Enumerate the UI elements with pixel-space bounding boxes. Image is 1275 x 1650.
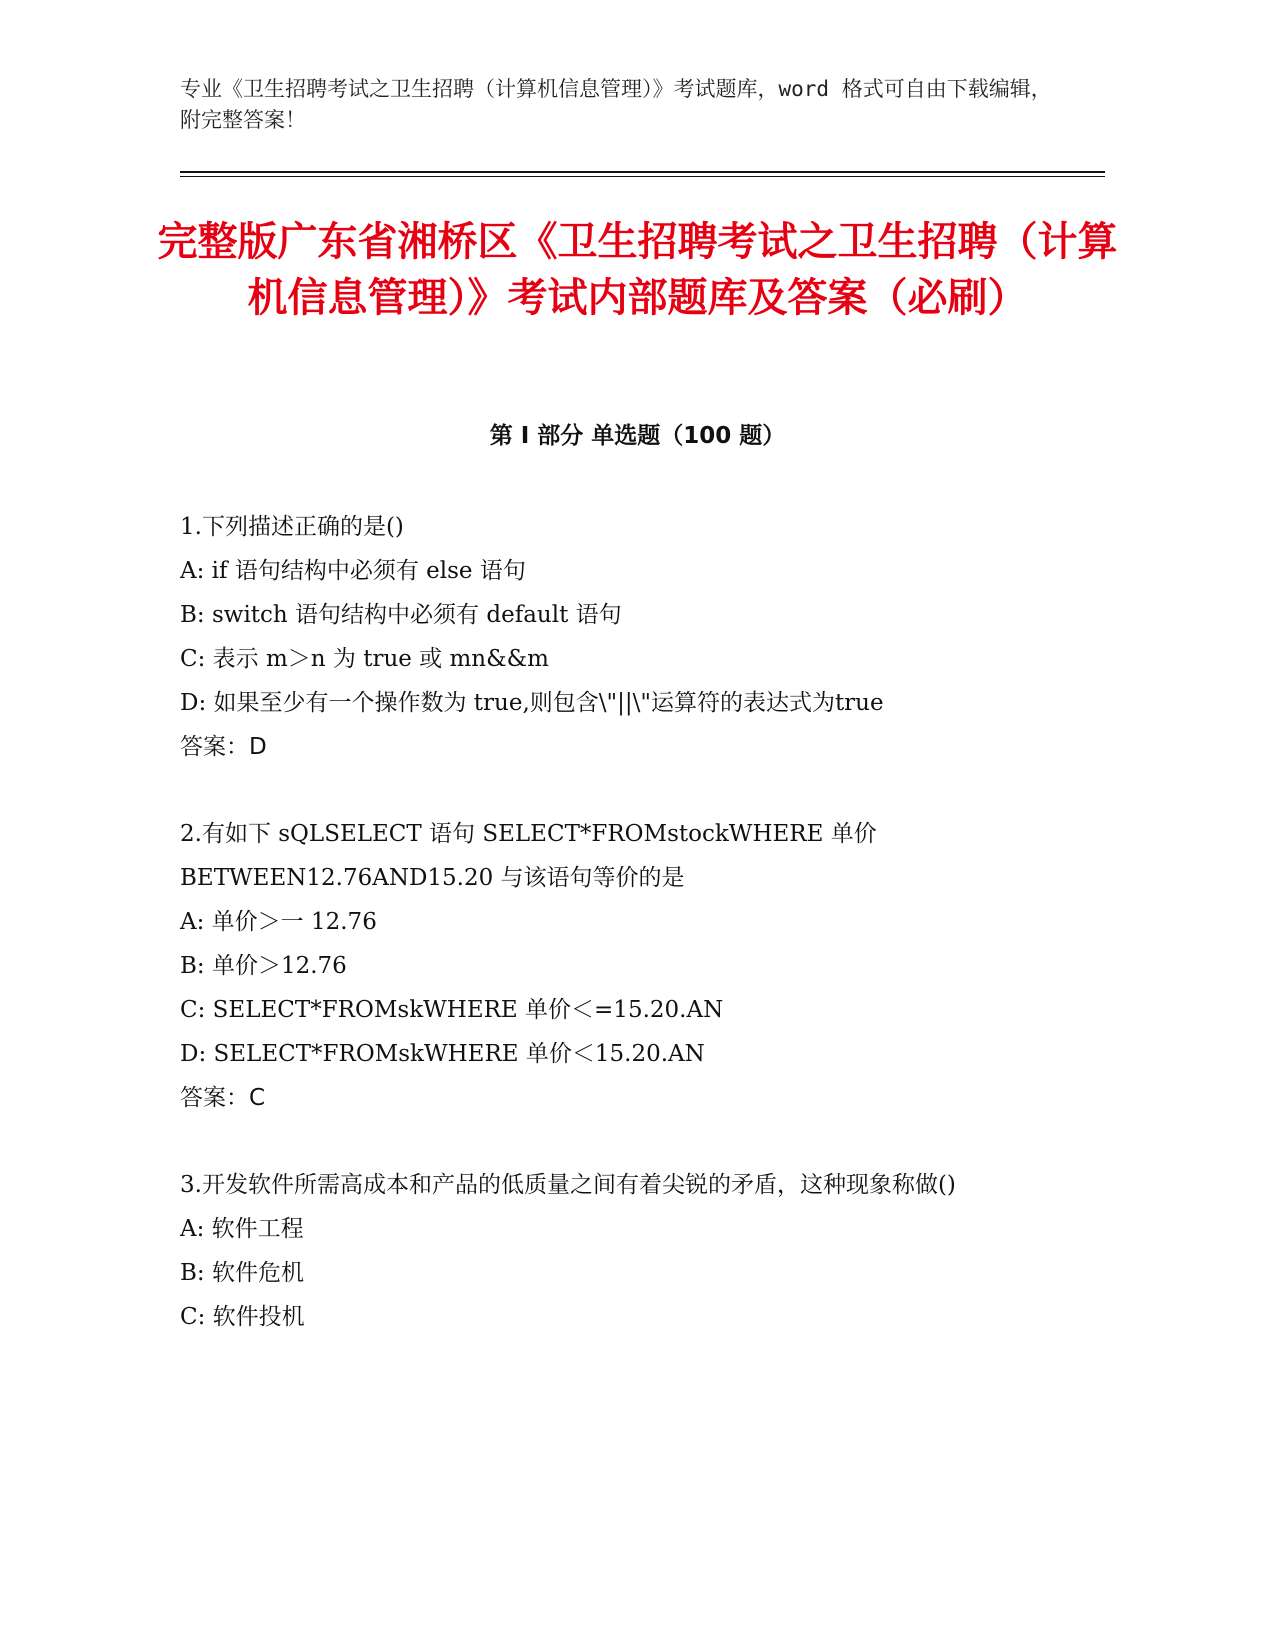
question-3	[180, 1163, 1020, 1339]
question-2	[180, 812, 1020, 1120]
question-stem: 1.下列描述正确的是()	[180, 514, 404, 540]
document-title: 完整版广东省湘桥区《卫生招聘考试之卫生招聘（计算机信息管理）》考试内部题库及答案（必刷）	[157, 219, 1118, 321]
question-1	[180, 505, 1020, 769]
section-heading: 第 I 部分 单选题（100 题）	[489, 423, 786, 449]
answer-label: 答案：C	[180, 1085, 266, 1111]
option-a: A: if 语句结构中必须有 else 语句	[180, 558, 526, 584]
option-c: C: SELECT*FROMskWHERE 单价＜=15.20.AN	[180, 997, 724, 1023]
question-stem: 2.有如下 sQLSELECT 语句 SELECT*FROMstockWHERE 单价BETWEEN12.76AND15.20 与该语句等价的是	[180, 821, 877, 891]
question-list	[180, 505, 1020, 1382]
option-b: B: 单价＞12.76	[180, 953, 347, 979]
option-c: C: 软件投机	[180, 1304, 305, 1330]
option-b: B: switch 语句结构中必须有 default 语句	[180, 602, 622, 628]
option-d: D: 如果至少有一个操作数为 true,则包含\"||\"运算符的表达式为true	[180, 690, 884, 716]
header-divider-thin	[180, 176, 1105, 177]
option-a: A: 软件工程	[180, 1216, 304, 1242]
header-divider-thick	[180, 171, 1105, 173]
question-stem: 3.开发软件所需高成本和产品的低质量之间有着尖锐的矛盾，这种现象称做()	[180, 1172, 956, 1198]
header-note: 专业《卫生招聘考试之卫生招聘（计算机信息管理）》考试题库，word 格式可自由下载编辑，附完整答案！	[180, 77, 1052, 132]
answer-label: 答案：D	[180, 734, 267, 760]
option-d: D: SELECT*FROMskWHERE 单价＜15.20.AN	[180, 1041, 705, 1067]
option-b: B: 软件危机	[180, 1260, 304, 1286]
option-a: A: 单价＞一 12.76	[180, 909, 377, 935]
option-c: C: 表示 m＞n 为 true 或 mn&&m	[180, 646, 549, 672]
